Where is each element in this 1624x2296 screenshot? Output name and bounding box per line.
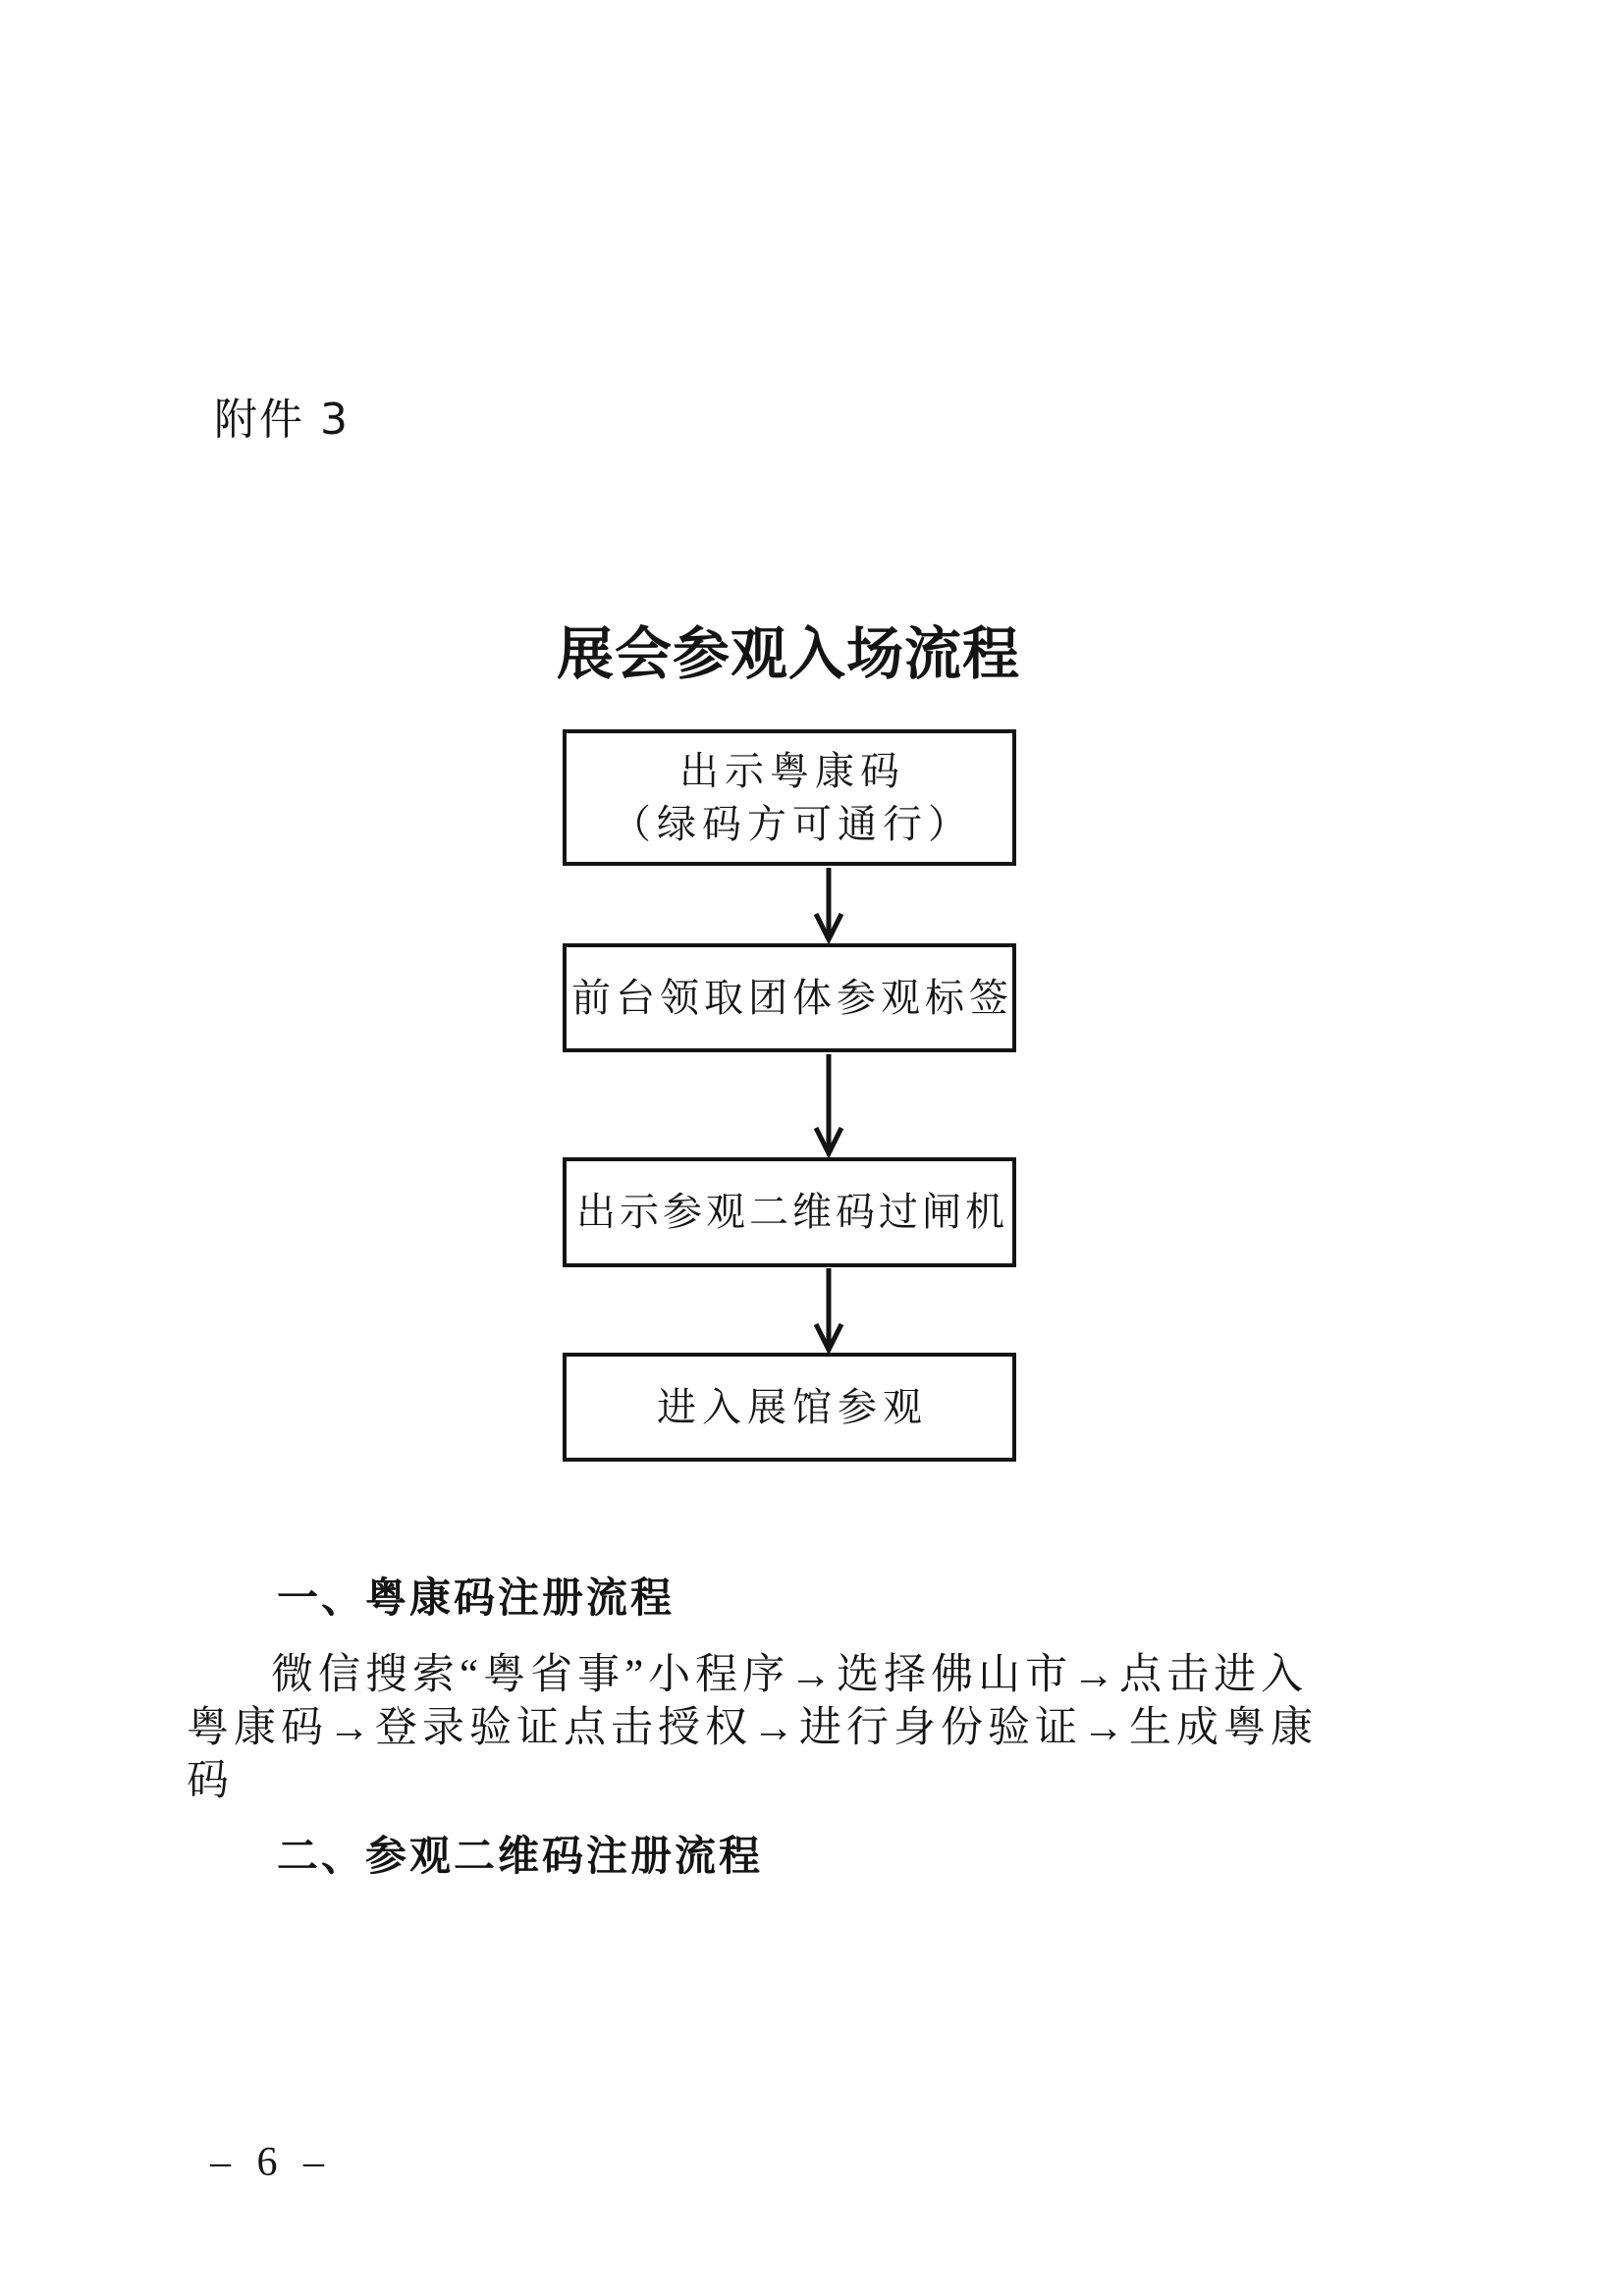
section-heading-health-code: 一、粤康码注册流程 — [277, 1574, 676, 1622]
flow-step-text: 出示参观二维码过闸机 — [576, 1190, 1008, 1234]
flow-step-enter-hall — [563, 1353, 1016, 1462]
body-line: 微信搜索“粤省事”小程序→选择佛山市→点击进入 — [271, 1652, 1309, 1698]
body-line: 粤康码→登录验证点击授权→进行身份验证→生成粤康 — [187, 1705, 1318, 1751]
attachment-label: 附件 3 — [214, 395, 350, 445]
body-paragraph — [187, 1649, 1361, 1808]
section-heading-visit-qr: 二、参观二维码注册流程 — [277, 1832, 764, 1880]
flow-arrow-down-icon — [812, 868, 845, 943]
flowchart-title: 展会参观入场流程 — [556, 622, 1020, 686]
flow-step-show-qr-gate — [563, 1157, 1016, 1267]
body-line: 码 — [187, 1758, 234, 1804]
flow-step-text: 前台领取团体参观标签 — [571, 975, 1013, 1020]
flow-step-text: 出示粤康码 — [679, 748, 905, 793]
flow-step-show-health-code — [563, 729, 1016, 866]
flow-arrow-down-icon — [812, 1054, 845, 1157]
page-number: – 6 – — [210, 2140, 332, 2185]
flow-arrow-down-icon — [812, 1268, 845, 1354]
flow-step-get-group-label — [563, 943, 1016, 1052]
flow-step-text: 进入展馆参观 — [657, 1384, 928, 1429]
flow-step-text: （绿码方可通行） — [612, 801, 973, 846]
